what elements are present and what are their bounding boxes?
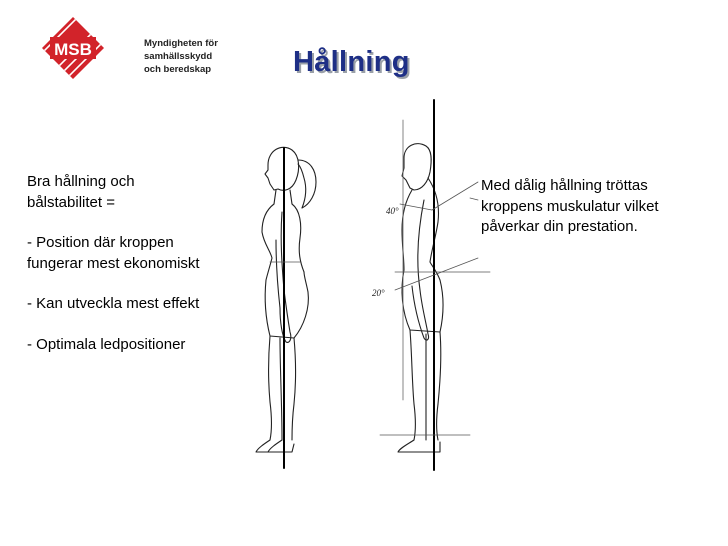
text-line: påverkar din prestation. bbox=[481, 218, 638, 235]
heading-line: bålstabilitet = bbox=[27, 193, 115, 211]
logo-line: Myndigheten för bbox=[144, 38, 218, 49]
heading-line: Bra hållning och bbox=[27, 173, 135, 190]
text-line: kroppens muskulatur vilket bbox=[481, 197, 659, 215]
bullet-line: - Position där kroppen bbox=[27, 234, 174, 251]
bullet-line: - Kan utveckla mest effekt bbox=[27, 295, 200, 312]
angle-label: 20° bbox=[372, 288, 385, 298]
good-posture-figure bbox=[256, 147, 316, 452]
bullet-line: fungerar mest ekonomiskt bbox=[27, 254, 200, 272]
text-line: Med dålig hållning tröttas bbox=[481, 177, 648, 194]
angle-label: 40° bbox=[386, 206, 399, 216]
logo-line: samhällsskydd bbox=[144, 51, 213, 62]
msb-abbreviation: MSB bbox=[54, 40, 92, 59]
bullet-line: - Optimala ledpositioner bbox=[27, 335, 186, 353]
slide-title: Hållning bbox=[293, 46, 410, 78]
bad-posture-figure bbox=[398, 144, 443, 452]
logo-line: och beredskap bbox=[144, 64, 212, 75]
